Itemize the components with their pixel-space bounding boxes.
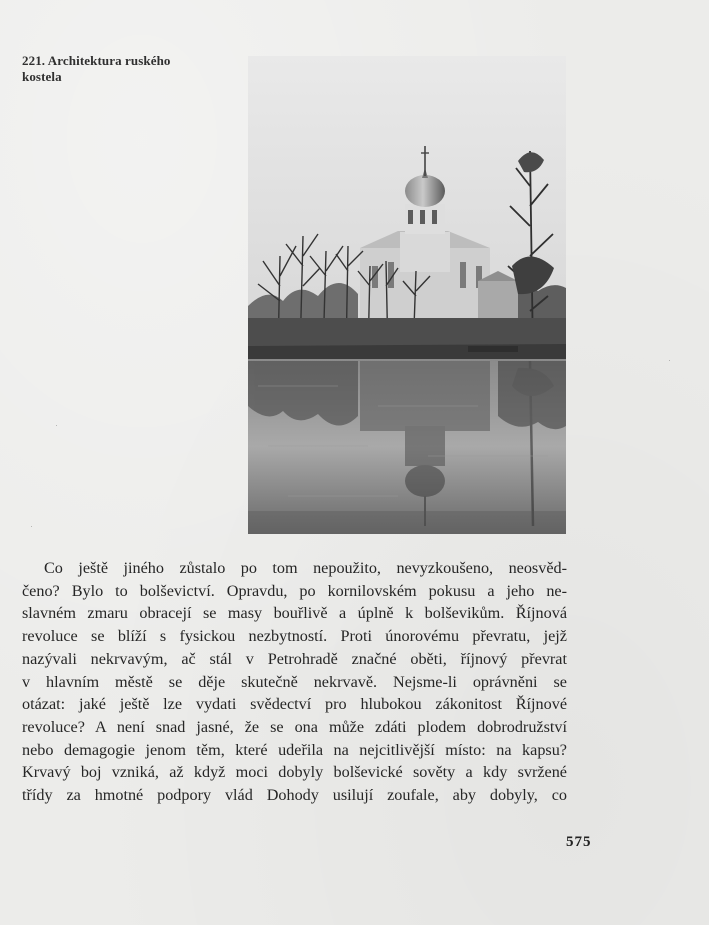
text-line: čeno? Bylo to bolševictví. Opravdu, po kornilovském pokusu a jeho ne- [22,581,567,600]
text-line: nazývali nekrvavým, ač stál v Petrohradě značné oběti, říjnový převrat [22,649,567,668]
text-line: revoluce? A není snad jasné, že se ona může zdáti plodem dobrodružství [22,717,567,736]
church-photo-image [248,56,566,534]
figure-title-line-1: Architektura ruského [47,53,171,68]
text-line: Co ještě jiného zůstalo po tom nepoužito, nevyzkoušeno, neosvěd- [44,559,567,577]
paper-speck [31,526,32,527]
figure-title-line-2: kostela [22,69,62,84]
text-line: nebo demagogie jenom těm, které udeřila na nejcitlivější místo: na kapsu? [22,740,567,759]
text-line: v hlavním městě se děje skutečně nekrvavě. Nejsme-li oprávněni se [22,672,567,691]
text-line: Krvavý boj vzniká, až když moci dobyly bolševické sověty a kdy svržené [22,763,567,782]
figure-number: 221. [22,53,46,68]
text-line: otázat: jaké ještě lze vydati svědectví pro hlubokou zákonitost Říjnové [22,695,567,714]
paper-speck [56,425,57,426]
paper-speck [669,360,670,361]
page-number: 575 [566,834,592,850]
church-photograph [248,56,566,534]
body-paragraph [22,557,567,807]
text-line: revoluce se blíží s fysickou nezbytností. Proti únorovému převratu, jejž [22,627,567,646]
text-line: třídy za hmotné podpory vlád Dohody usilují zoufale, aby dobyly, co [22,786,567,805]
figure-caption [22,53,232,85]
text-line: slavném zmaru obracejí se masy bouřlivě a úplně k bolševikům. Říjnová [22,604,567,623]
